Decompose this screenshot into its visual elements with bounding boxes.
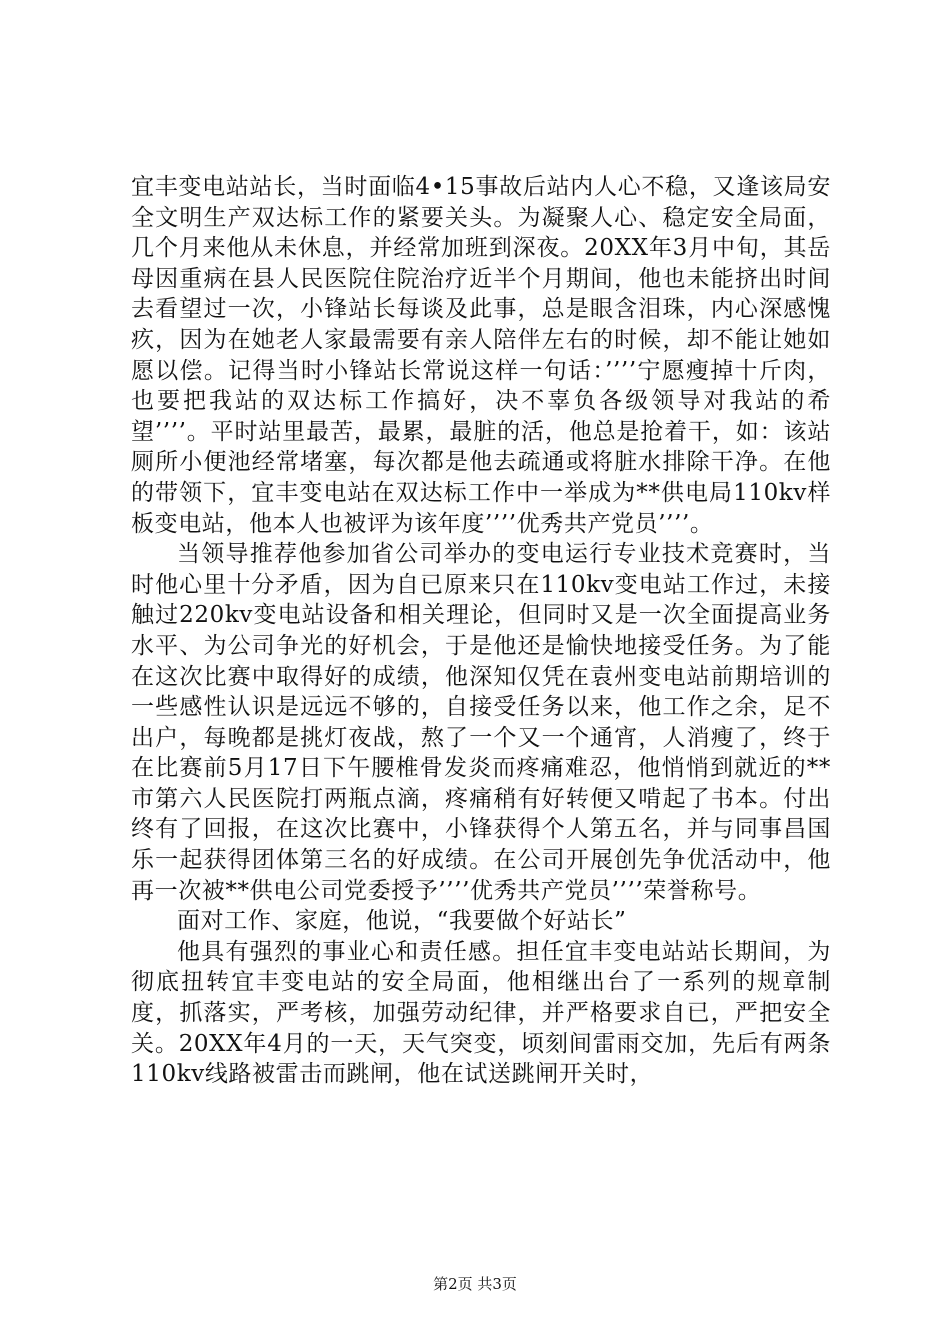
paragraph-2: 当领导推荐他参加省公司举办的变电运行专业技术竞赛时，当时他心里十分矛盾，因为自已原来只在110kv变电站工作过，未接触过220kv变电站设备和相关理论，但同时又是一次全面提高业务水平、为公司争光的好机会，于是他还是愉快地接受任务。为了能在这次比赛中取得好的成绩，他深知仅凭在袁州变电站前期培训的一些感性认识是远远不够的，自接受任务以来，他工作之余，足不出户，每晚都是挑灯夜战，熬了一个又一个通宵，人消瘦了，终于在比赛前5月17日下午腰椎骨发炎而疼痛难忍，他悄悄到就近的**市第六人民医院打两瓶点滴，疼痛稍有好转便又啃起了书本。付出终有了回报，在这次比赛中，小锋获得个人第五名，并与同事昌国乐一起获得团体第三名的好成绩。在公司开展创先争优活动中，他再一次被**供电公司党委授予’’’’优秀共产党员’’’’荣誉称号。 <box>131 541 831 904</box>
paragraph-3: 他具有强烈的事业心和责任感。担任宜丰变电站站长期间，为彻底扭转宜丰变电站的安全局面，他相继出台了一系列的规章制度，抓落实，严考核，加强劳动纪律，并严格要求自已，严把安全关。20XX年4月的一天，天气突变，顷刻间雷雨交加，先后有两条110kv线路被雷击而跳闸，他在试送跳闸开关时， <box>131 938 831 1088</box>
document-body <box>131 172 831 1090</box>
paragraph-1: 宜丰变电站站长，当时面临4•15事故后站内人心不稳，又逢该局安全文明生产双达标工作的紧要关头。为凝聚人心、稳定安全局面，几个月来他从未休息，并经常加班到深夜。20XX年3月中旬，其岳母因重病在县人民医院住院治疗近半个月期间，他也未能挤出时间去看望过一次，小锋站长每谈及此事，总是眼含泪珠，内心深感愧疚，因为在她老人家最需要有亲人陪伴左右的时候，却不能让她如愿以偿。记得当时小锋站长常说这样一句话：’’’’宁愿瘦掉十斤肉，也要把我站的双达标工作搞好，决不辜负各级领导对我站的希望’’’’。平时站里最苦，最累，最脏的活，他总是抢着干，如：该站厕所小便池经常堵塞，每次都是他去疏通或将脏水排除干净。在他的带领下，宜丰变电站在双达标工作中一举成为**供电局110kv样板变电站，他本人也被评为该年度’’’’优秀共产党员’’’’。 <box>131 174 831 537</box>
page-number-footer: 第2页 共3页 <box>433 1275 517 1293</box>
section-heading: 面对工作、家庭，他说，“我要做个好站长” <box>177 908 627 935</box>
